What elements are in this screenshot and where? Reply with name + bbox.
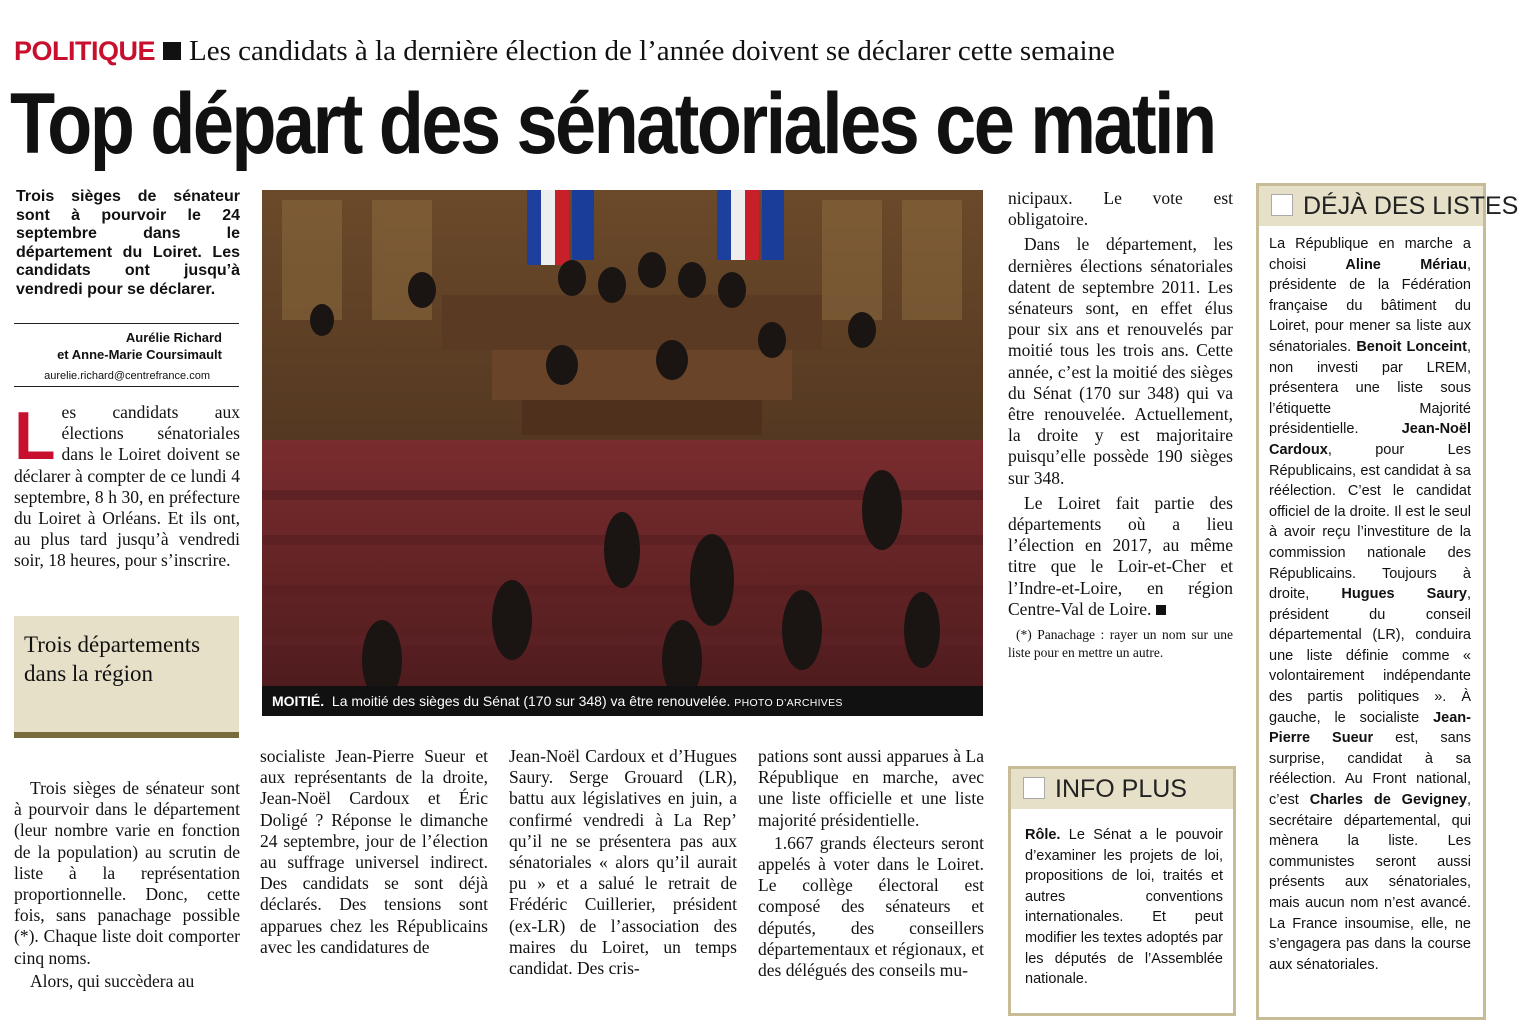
paragraph [1008, 493, 1233, 620]
column-5-text [1008, 188, 1233, 662]
insert-box [14, 616, 239, 738]
candidate-name: Jean-Pierre Sueur [1269, 709, 1471, 747]
end-mark-icon [1156, 605, 1166, 615]
byline-top-rule [14, 323, 239, 324]
insert-title: Trois départements dans la région [24, 632, 201, 686]
info-plus-label: Rôle. [1025, 827, 1061, 843]
senate-photo [262, 190, 983, 716]
info-plus-box [1008, 766, 1236, 1016]
candidate-name: Hugues Saury [1341, 586, 1467, 603]
column-3-text: Jean-Noël Cardoux et d’Hugues Saury. Serge Grouard (LR), battu aux législatives en juin, a confirmé vendredi à La Rep’ qu’il ne se présentera pas aux sénatoriales « alors qu’il aurait pu » et a salué le retrait de Frédéric Cuillerier, président (ex-LR) de l’association des maires du Loiret, un temps candidat. Des cris- [509, 746, 737, 979]
photo-caption [262, 686, 983, 716]
deja-header [1259, 186, 1518, 226]
chapo: Trois sièges de sénateur sont à pourvoir le 24 septembre dans le département du Loiret. Les candidats ont jusqu’à vendredi pour se déclarer. [16, 188, 240, 298]
deja-text-part: La République en marche a choisi [1269, 236, 1471, 273]
paragraph: Trois sièges de sénateur sont à pourvoir dans le département (leur nombre varie en fonction de la population) au scrutin de liste à la représentation proportionnelle. Donc, cette fois, sans panachage possible (*). Chaque liste doit comporter cinq noms. [14, 778, 240, 968]
byline-bottom-rule [14, 386, 239, 387]
footnote: (*) Panachage : rayer un nom sur une liste pour en mettre un autre. [1008, 627, 1233, 661]
deja-title: DÉJÀ DES LISTES [1303, 192, 1518, 220]
square-bullet-icon [163, 42, 181, 60]
lead-text: es candidats aux élections sénatoriales dans le Loiret doivent se déclarer à compter de ce lundi 4 septembre, 8 h 30, en préfecture du Loiret à Orléans. Et ils ont, au plus tard jusqu’à vendredi soir, 18 heures, pour s’inscrire. [14, 402, 240, 571]
column-2-text: socialiste Jean-Pierre Sueur et aux représentants de la droite, Jean-Noël Cardoux et Éric Doligé ? Réponse le dimanche 24 septembre, jour de l’élection au suffrage universel indirect. Des candidats se sont déjà déclarés. Des tensions sont apparues chez les Républicains avec les candidatures de [260, 746, 488, 957]
paragraph: Alors, qui succèdera au [30, 970, 195, 991]
candidate-name: Benoit Lonceint [1356, 338, 1467, 355]
candidate-name: Charles de Gevigney [1309, 792, 1467, 809]
kicker-subtitle: Les candidats à la dernière élection de l’année doivent se déclarer cette semaine [189, 35, 1115, 67]
paragraph: 1.667 grands électeurs seront appelés à voter dans le Loiret. Le collège électoral est composé des sénateurs et députés, des conseillers départementaux et régionaux, et des délégués des conseils mu- [758, 832, 984, 981]
info-plus-title: INFO PLUS [1055, 775, 1187, 803]
paragraph: nicipaux. Le vote est obligatoire. [1008, 188, 1233, 230]
paragraph: Dans le département, les dernières élections sénatoriales datent de septembre 2011. Les sénateurs sont, en effet élus pour six ans et renouvelés par moitié tous les trois ans. Cette année, c’est la moitié des sièges du Sénat (170 sur 348) qui va être renouvelée. Actuellement, la droite y est majoritaire puisqu’elle possède 190 sièges sur 348. [1008, 234, 1233, 488]
info-plus-body: Le Sénat a le pouvoir d’examiner les projets de loi, propositions de loi, traités et autres conventions internationales. Et peut modifier les textes adoptés par les députés de l’Assemblée nationale. [1025, 827, 1223, 988]
deja-text-part: , pour Les Républicains, est candidat à sa réélection. C’est le candidat officiel de la droite. Il est le seul à avoir reçu l’investiture de la commission nationale des Républicains. Toujours à droite, [1269, 441, 1471, 603]
candidate-name: Aline Mériau [1345, 256, 1467, 273]
column-1-text [14, 778, 240, 992]
headline: Top départ des sénatoriales ce matin [10, 76, 1215, 172]
drop-cap: L [14, 398, 56, 474]
deja-text-part: , non investi par LREM, présentera une liste sous l’étiquette Majorité présidentielle. [1269, 338, 1471, 438]
author-2: et Anne-Marie Coursimault [57, 347, 222, 362]
caption-text: La moitié des sièges du Sénat (170 sur 348) va être renouvelée. [331, 693, 731, 709]
author-email: aurelie.richard@centrefrance.com [44, 370, 210, 382]
square-icon [1023, 777, 1045, 799]
candidate-name: Jean-Noël Cardoux [1269, 421, 1471, 458]
rubric-label: POLITIQUE [14, 36, 156, 66]
deja-text-part: , présidente de la Fédération française du bâtiment du Loiret, pour mener sa liste aux sénatoriales. [1269, 256, 1471, 355]
deja-text [1259, 226, 1483, 975]
deja-text-part: , président du conseil départemental (LR), conduira une liste définie comme « volontairement indépendante des partis politiques ». À gauche, le socialiste [1269, 586, 1471, 726]
paragraph-text: Le Loiret fait partie des départements où a lieu l’élection en 2017, au même titre que le Loir-et-Cher et l’Indre-et-Loire, en région Centre-Val de Loire. [1008, 492, 1233, 619]
deja-text-part: , secrétaire départemental, qui mènera la liste. Les communistes seront aussi présents aux sénatoriales, mais aucun nom n’est avancé. La France insoumise, elle, ne s’engagera pas dans la course aux sénatoriales. [1269, 792, 1471, 973]
author-1: Aurélie Richard [125, 330, 222, 345]
senate-chamber-image [262, 190, 983, 716]
info-plus-header [1011, 769, 1233, 809]
kicker [14, 36, 1115, 66]
lead-paragraph [14, 398, 240, 572]
column-4-text [758, 746, 984, 981]
deja-des-listes-box [1256, 183, 1518, 1020]
caption-label: MOITIÉ. [272, 693, 325, 709]
info-plus-text [1011, 809, 1233, 990]
deja-text-part: est, sans surprise, candidat à sa réélection. Au Front national, c’est [1269, 730, 1471, 809]
square-icon [1271, 194, 1293, 216]
byline [14, 329, 222, 363]
paragraph: pations sont aussi apparues à La République en marche, avec une liste officielle et une liste majorité présidentielle. [758, 746, 984, 830]
photo-credit: PHOTO D’ARCHIVES [734, 697, 843, 709]
